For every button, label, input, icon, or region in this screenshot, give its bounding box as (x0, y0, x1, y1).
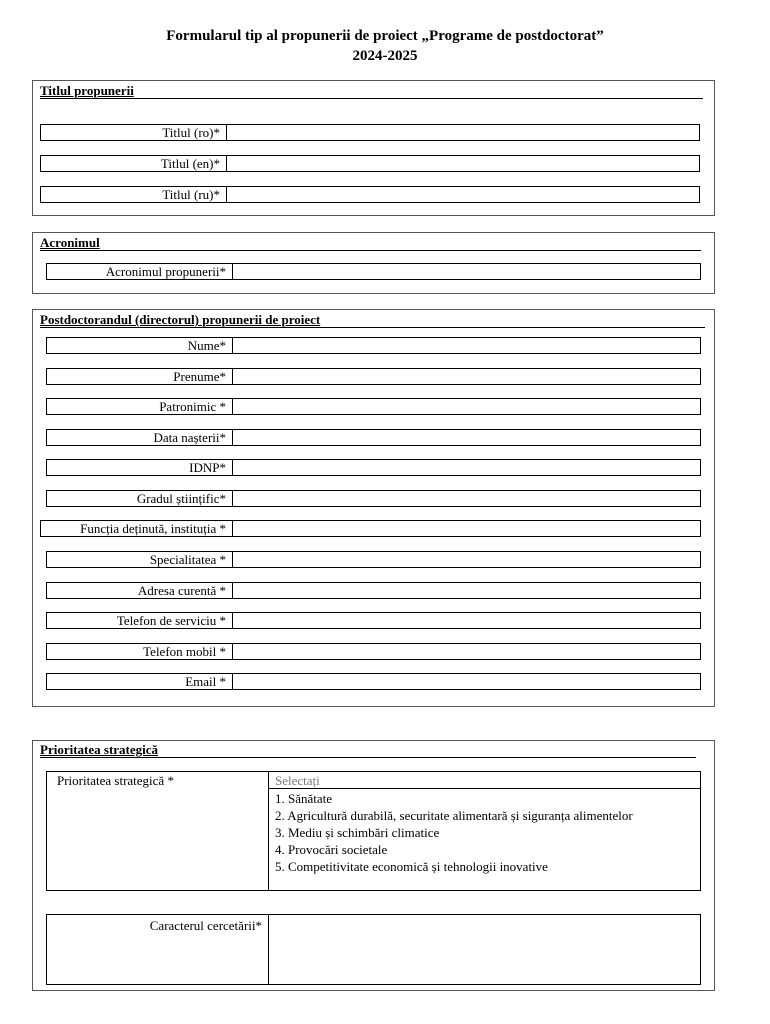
director-section-heading: Postdoctorandul (directorul) propunerii de proiect (40, 313, 705, 328)
priority-select[interactable]: Selectați (269, 772, 700, 789)
scientific-degree-input[interactable] (233, 491, 700, 506)
priority-option-environment[interactable]: 3. Mediu și schimbări climatice (275, 825, 440, 840)
priority-option-health[interactable]: 1. Sănătate (275, 791, 333, 806)
research-character-input[interactable] (269, 915, 700, 984)
priority-option-competitiveness[interactable]: 5. Competitivitate economică și tehnologii inovative (275, 859, 548, 874)
last-name-input[interactable] (233, 338, 700, 353)
idnp-row (46, 459, 701, 476)
first-name-row (46, 368, 701, 385)
research-character-row (46, 914, 701, 985)
last-name-row (46, 337, 701, 354)
current-address-input[interactable] (233, 583, 700, 598)
position-institution-input[interactable] (233, 521, 700, 536)
document-title: Formularul tip al propunerii de proiect „Programe de postdoctorat” (166, 28, 604, 44)
mobile-phone-row (46, 643, 701, 660)
specialty-row (46, 551, 701, 568)
scientific-degree-row (46, 490, 701, 507)
position-institution-label: Funcția deținută, instituția * (41, 521, 233, 536)
email-row (46, 673, 701, 690)
title-section (32, 80, 715, 216)
patronymic-label: Patronimic * (47, 399, 233, 414)
title-en-label: Titlul (en)* (41, 156, 227, 171)
acronym-section-heading: Acronimul (40, 236, 701, 251)
patronymic-row (46, 398, 701, 415)
title-ro-input[interactable] (227, 125, 699, 140)
email-label: Email * (47, 674, 233, 689)
specialty-input[interactable] (233, 552, 700, 567)
priority-option-societal[interactable]: 4. Provocări societale (275, 842, 388, 857)
acronym-label: Acronimul propunerii* (47, 264, 233, 279)
work-phone-row (46, 612, 701, 629)
first-name-label: Prenume* (47, 369, 233, 384)
title-en-input[interactable] (227, 156, 699, 171)
mobile-phone-input[interactable] (233, 644, 700, 659)
title-ru-input[interactable] (227, 187, 699, 202)
work-phone-label: Telefon de serviciu * (47, 613, 233, 628)
scientific-degree-label: Gradul științific* (47, 491, 233, 506)
priority-section (32, 740, 715, 991)
title-section-heading: Titlul propunerii (40, 84, 703, 99)
document-year: 2024-2025 (352, 48, 418, 64)
research-character-label: Caracterul cercetării* (149, 918, 262, 933)
priority-row (46, 771, 701, 891)
current-address-row (46, 582, 701, 599)
idnp-label: IDNP* (47, 460, 233, 475)
first-name-input[interactable] (233, 369, 700, 384)
birth-date-input[interactable] (233, 430, 700, 445)
acronym-row (46, 263, 701, 280)
title-en-row (40, 155, 700, 172)
title-ru-label: Titlul (ru)* (41, 187, 227, 202)
director-section (32, 309, 715, 707)
email-input[interactable] (233, 674, 700, 689)
mobile-phone-label: Telefon mobil * (47, 644, 233, 659)
title-ro-row (40, 124, 700, 141)
acronym-section (32, 232, 715, 294)
priority-options-list (275, 790, 694, 875)
current-address-label: Adresa curentă * (47, 583, 233, 598)
idnp-input[interactable] (233, 460, 700, 475)
priority-label-cell (47, 772, 269, 890)
birth-date-label: Data nașterii* (47, 430, 233, 445)
acronym-input[interactable] (233, 264, 700, 279)
last-name-label: Nume* (47, 338, 233, 353)
specialty-label: Specialitatea * (47, 552, 233, 567)
priority-section-heading: Prioritatea strategică (40, 743, 696, 758)
patronymic-input[interactable] (233, 399, 700, 414)
birth-date-row (46, 429, 701, 446)
title-ru-row (40, 186, 700, 203)
research-character-label-cell (47, 915, 269, 984)
priority-option-agriculture[interactable]: 2. Agricultură durabilă, securitate alimentară și siguranța alimentelor (275, 808, 633, 823)
title-ro-label: Titlul (ro)* (41, 125, 227, 140)
priority-label: Prioritatea strategică * (57, 773, 174, 788)
position-institution-row (40, 520, 701, 537)
work-phone-input[interactable] (233, 613, 700, 628)
